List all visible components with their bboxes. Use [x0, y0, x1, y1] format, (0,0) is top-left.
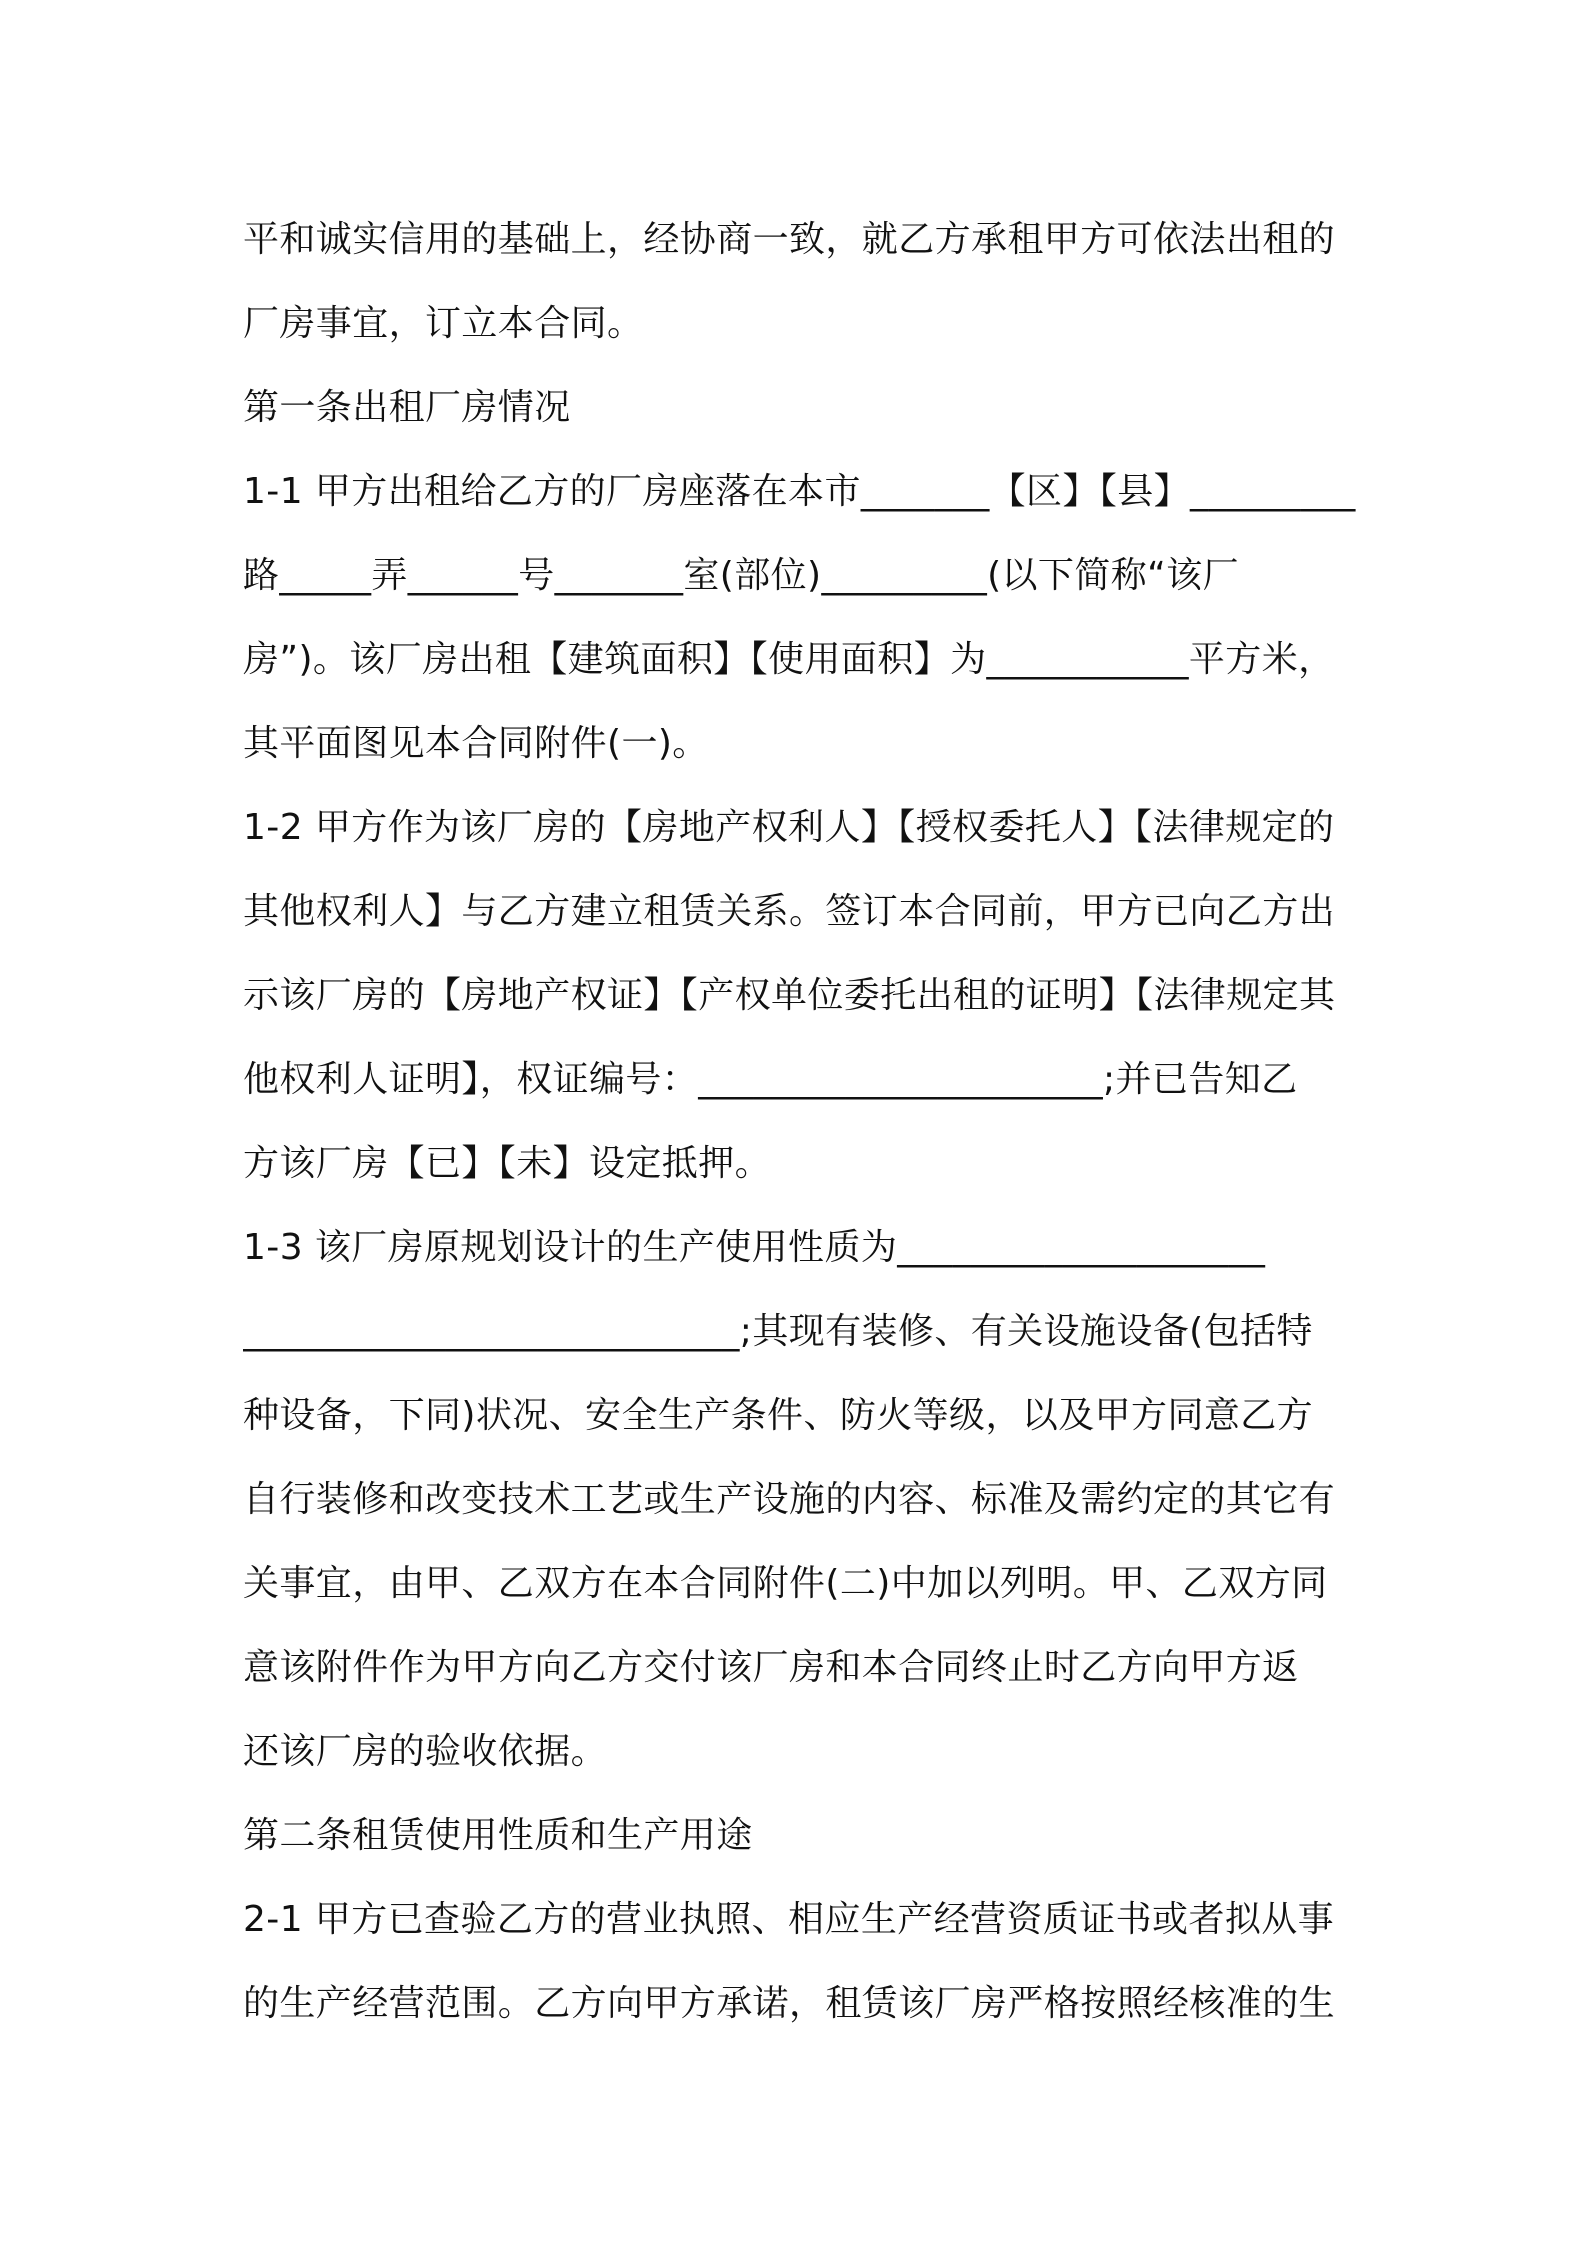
text-line-15: 种设备，下同)状况、安全生产条件、防火等级，以及甲方同意乙方 — [243, 1395, 1314, 1436]
text-line-16: 自行装修和改变技术工艺或生产设施的内容、标准及需约定的其它有 — [243, 1479, 1336, 1520]
text-line-19: 还该厂房的验收依据。 — [243, 1731, 608, 1772]
text-line-4: 1-1 甲方出租给乙方的厂房座落在本市_______【区】【县】_________ — [243, 471, 1356, 512]
text-line-8: 1-2 甲方作为该厂房的【房地产权利人】【授权委托人】【法律规定的 — [243, 807, 1335, 848]
text-line-22: 的生产经营范围。乙方向甲方承诺，租赁该厂房严格按照经核准的生 — [243, 1983, 1336, 2024]
text-line-5: 路_____弄______号_______室(部位)_________(以下简称“该厂 — [243, 555, 1239, 596]
section-heading-1: 第一条出租厂房情况 — [243, 387, 571, 428]
section-heading-2: 第二条租赁使用性质和生产用途 — [243, 1815, 753, 1856]
text-line-21: 2-1 甲方已查验乙方的营业执照、相应生产经营资质证书或者拟从事 — [243, 1899, 1335, 1940]
text-line-14: ___________________________;其现有装修、有关设施设备(包括特 — [243, 1311, 1313, 1352]
text-line-6: 房”)。该厂房出租【建筑面积】【使用面积】为___________平方米， — [243, 639, 1335, 680]
text-line-17: 关事宜，由甲、乙双方在本合同附件(二)中加以列明。甲、乙双方同 — [243, 1563, 1328, 1604]
text-line-10: 示该厂房的【房地产权证】【产权单位委托出租的证明】【法律规定其 — [243, 975, 1336, 1016]
text-line-7: 其平面图见本合同附件(一)。 — [243, 723, 709, 764]
text-line-12: 方该厂房【已】【未】设定抵押。 — [243, 1143, 772, 1184]
text-line-9: 其他权利人】与乙方建立租赁关系。签订本合同前，甲方已向乙方出 — [243, 891, 1336, 932]
document-body — [243, 198, 1363, 2046]
text-line-13: 1-3 该厂房原规划设计的生产使用性质为____________________ — [243, 1227, 1266, 1268]
text-line-1: 平和诚实信用的基础上，经协商一致，就乙方承租甲方可依法出租的 — [243, 219, 1336, 260]
text-line-11: 他权利人证明】，权证编号：______________________;并已告知乙 — [243, 1059, 1298, 1100]
text-line-2: 厂房事宜，订立本合同。 — [243, 303, 644, 344]
text-line-18: 意该附件作为甲方向乙方交付该厂房和本合同终止时乙方向甲方返 — [243, 1647, 1299, 1688]
